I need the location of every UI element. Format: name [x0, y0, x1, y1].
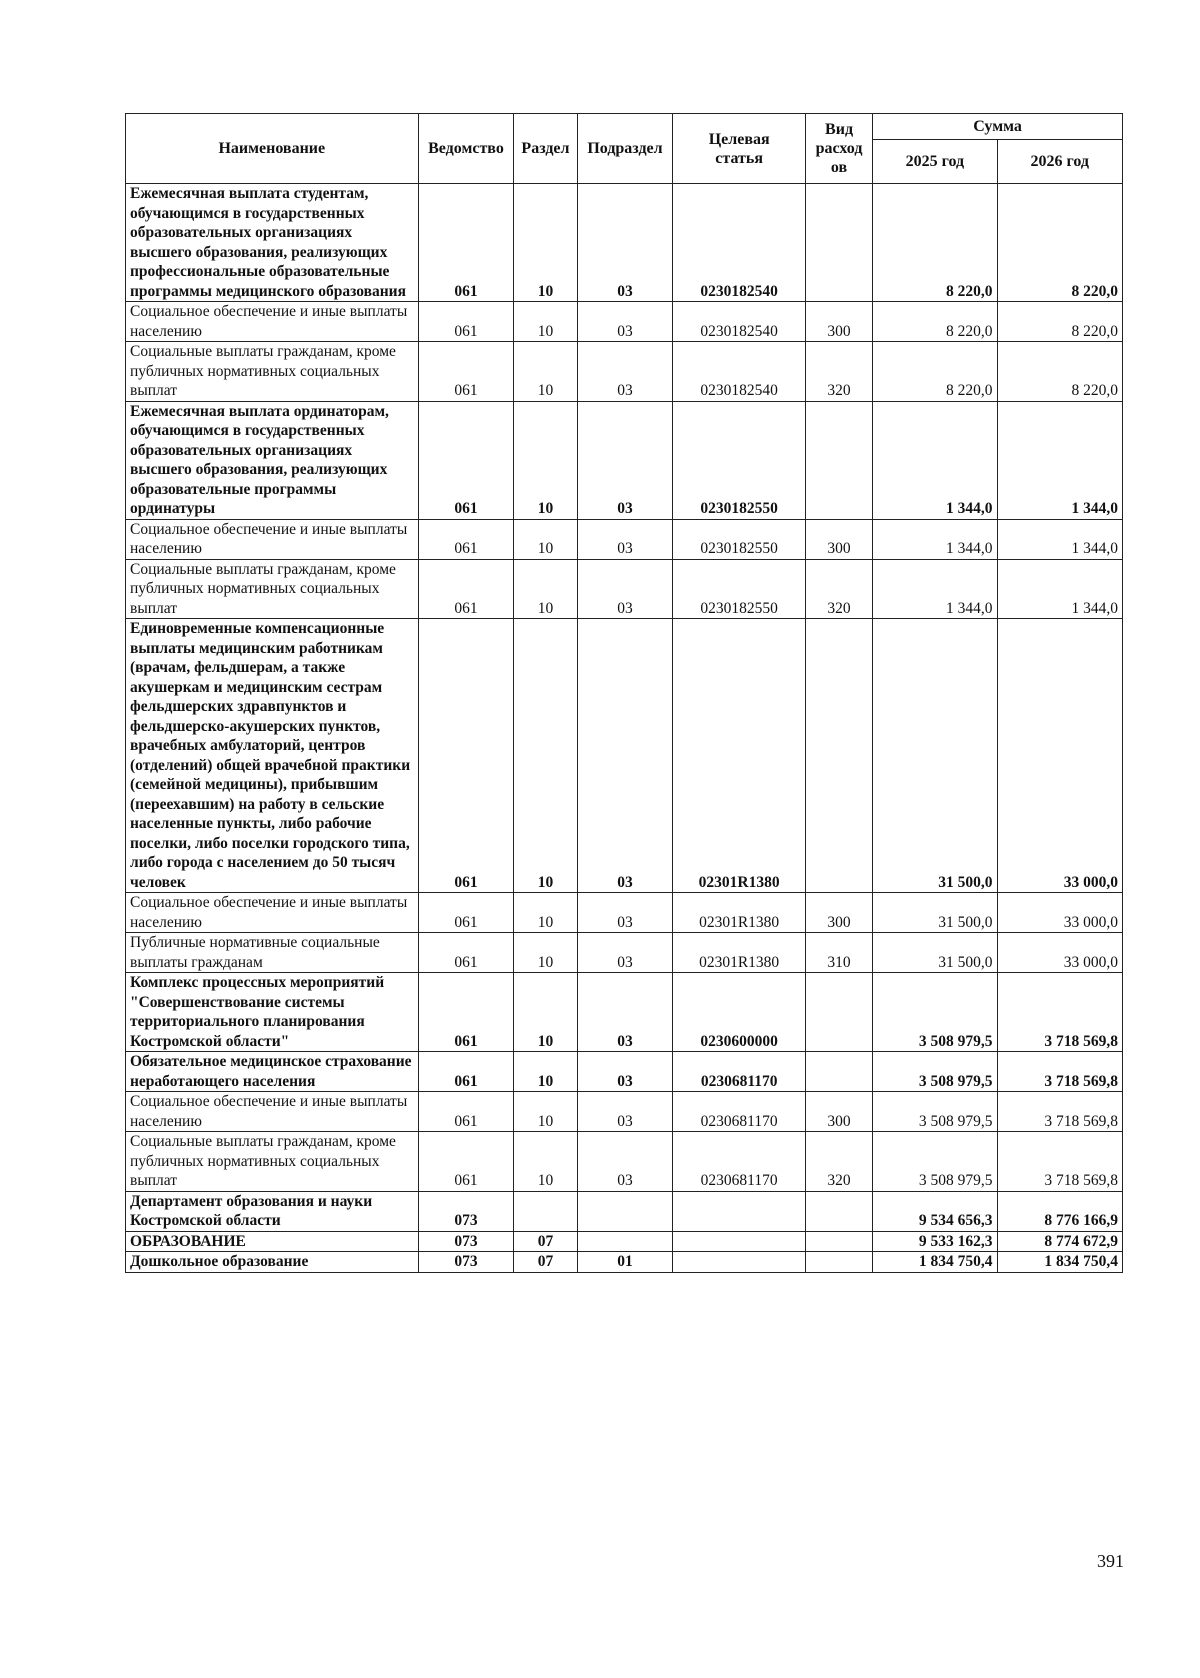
cell-target-article: 02301R1380 — [673, 893, 806, 933]
cell-section: 10 — [514, 559, 577, 619]
cell-section: 10 — [514, 973, 577, 1052]
cell-target-article: 0230681170 — [673, 1092, 806, 1132]
cell-expense-type: 300 — [805, 1092, 872, 1132]
cell-sum-2025: 8 220,0 — [873, 342, 997, 402]
table-body — [126, 184, 1123, 1273]
cell-department: 061 — [418, 619, 514, 893]
cell-subsection: 03 — [577, 619, 673, 893]
cell-sum-2025: 3 508 979,5 — [873, 1052, 997, 1092]
cell-subsection: 03 — [577, 973, 673, 1052]
table-row — [126, 184, 1123, 302]
table-row — [126, 302, 1123, 342]
cell-department: 061 — [418, 342, 514, 402]
header-subsection: Подраздел — [577, 114, 673, 184]
cell-subsection — [577, 1191, 673, 1231]
cell-expense-type — [805, 619, 872, 893]
cell-target-article: 0230600000 — [673, 973, 806, 1052]
cell-sum-2026: 1 344,0 — [997, 519, 1122, 559]
cell-expense-type — [805, 401, 872, 519]
cell-expense-type — [805, 1052, 872, 1092]
cell-expense-type — [805, 1252, 872, 1273]
table-row — [126, 619, 1123, 893]
cell-department: 061 — [418, 933, 514, 973]
cell-expense-type: 320 — [805, 1132, 872, 1192]
cell-target-article — [673, 1252, 806, 1273]
header-department: Ведомство — [418, 114, 514, 184]
cell-section: 10 — [514, 401, 577, 519]
cell-department: 073 — [418, 1191, 514, 1231]
cell-section: 10 — [514, 893, 577, 933]
cell-sum-2025: 9 533 162,3 — [873, 1231, 997, 1252]
cell-department: 061 — [418, 302, 514, 342]
cell-sum-2026: 8 776 166,9 — [997, 1191, 1122, 1231]
cell-subsection: 03 — [577, 401, 673, 519]
cell-department: 061 — [418, 401, 514, 519]
cell-name: Социальное обеспечение и иные выплаты населению — [126, 1092, 419, 1132]
cell-target-article: 0230182540 — [673, 302, 806, 342]
cell-subsection — [577, 1231, 673, 1252]
header-name: Наименование — [126, 114, 419, 184]
cell-name: Социальное обеспечение и иные выплаты населению — [126, 519, 419, 559]
cell-target-article: 0230182540 — [673, 184, 806, 302]
cell-sum-2025: 8 220,0 — [873, 184, 997, 302]
cell-target-article — [673, 1231, 806, 1252]
header-year-2025: 2025 год — [873, 140, 997, 184]
cell-expense-type: 300 — [805, 893, 872, 933]
cell-sum-2026: 1 834 750,4 — [997, 1252, 1122, 1273]
cell-target-article: 0230182540 — [673, 342, 806, 402]
cell-sum-2026: 33 000,0 — [997, 893, 1122, 933]
cell-sum-2025: 1 344,0 — [873, 401, 997, 519]
table-row — [126, 1231, 1123, 1252]
cell-name: Социальные выплаты гражданам, кроме публичных нормативных социальных выплат — [126, 559, 419, 619]
cell-section: 10 — [514, 619, 577, 893]
cell-name: Единовременные компенсационные выплаты медицинским работникам (врачам, фельдшерам, а также акушеркам и медицинским сестрам фельдшерских здравпунктов и фельдшерско-акушерских пунктов, врачебных амбулаторий, центров (отделений) общей врачебной практики (семейной медицины), прибывшим (переехавшим) на работу в сельские населенные пункты, либо рабочие поселки, либо поселки городского типа, либо города с населением до 50 тысяч человек — [126, 619, 419, 893]
cell-section: 10 — [514, 302, 577, 342]
header-target-article: Целевая статья — [673, 114, 806, 184]
table-row — [126, 893, 1123, 933]
cell-section: 10 — [514, 1052, 577, 1092]
cell-sum-2025: 31 500,0 — [873, 619, 997, 893]
cell-sum-2026: 8 220,0 — [997, 342, 1122, 402]
header-expense-type: Вид расход ов — [805, 114, 872, 184]
cell-sum-2025: 31 500,0 — [873, 893, 997, 933]
cell-sum-2026: 33 000,0 — [997, 619, 1122, 893]
cell-sum-2026: 33 000,0 — [997, 933, 1122, 973]
cell-subsection: 01 — [577, 1252, 673, 1273]
cell-subsection: 03 — [577, 933, 673, 973]
cell-subsection: 03 — [577, 519, 673, 559]
cell-sum-2025: 1 834 750,4 — [873, 1252, 997, 1273]
cell-sum-2025: 31 500,0 — [873, 933, 997, 973]
cell-expense-type: 310 — [805, 933, 872, 973]
cell-department: 061 — [418, 973, 514, 1052]
cell-sum-2026: 1 344,0 — [997, 401, 1122, 519]
cell-department: 073 — [418, 1231, 514, 1252]
cell-sum-2025: 9 534 656,3 — [873, 1191, 997, 1231]
cell-name: Социальное обеспечение и иные выплаты населению — [126, 893, 419, 933]
cell-name: Ежемесячная выплата ординаторам, обучающимся в государственных образовательных организациях высшего образования, реализующих образовательные программы ординатуры — [126, 401, 419, 519]
cell-subsection: 03 — [577, 1132, 673, 1192]
cell-sum-2025: 8 220,0 — [873, 302, 997, 342]
cell-department: 061 — [418, 1052, 514, 1092]
cell-target-article: 02301R1380 — [673, 619, 806, 893]
budget-table — [125, 113, 1123, 1273]
cell-name: ОБРАЗОВАНИЕ — [126, 1231, 419, 1252]
cell-expense-type — [805, 1191, 872, 1231]
cell-sum-2026: 3 718 569,8 — [997, 1092, 1122, 1132]
cell-name: Социальные выплаты гражданам, кроме публичных нормативных социальных выплат — [126, 1132, 419, 1192]
page-number: 391 — [1097, 1551, 1124, 1571]
cell-sum-2025: 3 508 979,5 — [873, 1092, 997, 1132]
cell-sum-2025: 1 344,0 — [873, 519, 997, 559]
header-sum: Сумма — [873, 114, 1123, 140]
cell-expense-type — [805, 1231, 872, 1252]
cell-subsection: 03 — [577, 559, 673, 619]
cell-target-article: 0230681170 — [673, 1052, 806, 1092]
cell-subsection: 03 — [577, 302, 673, 342]
cell-expense-type: 320 — [805, 559, 872, 619]
cell-sum-2026: 8 220,0 — [997, 302, 1122, 342]
header-section: Раздел — [514, 114, 577, 184]
cell-subsection: 03 — [577, 1052, 673, 1092]
cell-department: 061 — [418, 1132, 514, 1192]
table-row — [126, 1092, 1123, 1132]
cell-target-article — [673, 1191, 806, 1231]
cell-department: 073 — [418, 1252, 514, 1273]
cell-sum-2025: 3 508 979,5 — [873, 1132, 997, 1192]
cell-subsection: 03 — [577, 1092, 673, 1132]
cell-name: Обязательное медицинское страхование неработающего населения — [126, 1052, 419, 1092]
cell-department: 061 — [418, 893, 514, 933]
table-row — [126, 559, 1123, 619]
cell-subsection: 03 — [577, 893, 673, 933]
table-row — [126, 973, 1123, 1052]
table-row — [126, 342, 1123, 402]
cell-sum-2026: 3 718 569,8 — [997, 1132, 1122, 1192]
cell-department: 061 — [418, 1092, 514, 1132]
cell-expense-type: 300 — [805, 519, 872, 559]
table-header — [126, 114, 1123, 184]
cell-section: 10 — [514, 933, 577, 973]
cell-name: Дошкольное образование — [126, 1252, 419, 1273]
table-row — [126, 1132, 1123, 1192]
table-row — [126, 1252, 1123, 1273]
cell-target-article: 02301R1380 — [673, 933, 806, 973]
cell-section: 10 — [514, 184, 577, 302]
table-row — [126, 1052, 1123, 1092]
cell-expense-type: 300 — [805, 302, 872, 342]
cell-department: 061 — [418, 519, 514, 559]
cell-name: Ежемесячная выплата студентам, обучающимся в государственных образовательных организациях высшего образования, реализующих профессиональные образовательные программы медицинского образования — [126, 184, 419, 302]
cell-name: Департамент образования и науки Костромской области — [126, 1191, 419, 1231]
cell-expense-type — [805, 973, 872, 1052]
cell-name: Социальные выплаты гражданам, кроме публичных нормативных социальных выплат — [126, 342, 419, 402]
cell-name: Комплекс процессных мероприятий "Совершенствование системы территориального планирования Костромской области" — [126, 973, 419, 1052]
cell-expense-type: 320 — [805, 342, 872, 402]
cell-target-article: 0230182550 — [673, 401, 806, 519]
cell-section: 10 — [514, 519, 577, 559]
table-row — [126, 1191, 1123, 1231]
cell-expense-type — [805, 184, 872, 302]
table-row — [126, 933, 1123, 973]
cell-sum-2026: 3 718 569,8 — [997, 973, 1122, 1052]
cell-section: 07 — [514, 1231, 577, 1252]
cell-target-article: 0230182550 — [673, 519, 806, 559]
cell-name: Социальное обеспечение и иные выплаты населению — [126, 302, 419, 342]
cell-section: 07 — [514, 1252, 577, 1273]
cell-sum-2025: 1 344,0 — [873, 559, 997, 619]
cell-sum-2025: 3 508 979,5 — [873, 973, 997, 1052]
table-row — [126, 401, 1123, 519]
cell-sum-2026: 3 718 569,8 — [997, 1052, 1122, 1092]
cell-section: 10 — [514, 1132, 577, 1192]
cell-sum-2026: 8 774 672,9 — [997, 1231, 1122, 1252]
cell-section: 10 — [514, 1092, 577, 1132]
cell-subsection: 03 — [577, 342, 673, 402]
cell-subsection: 03 — [577, 184, 673, 302]
cell-sum-2026: 1 344,0 — [997, 559, 1122, 619]
cell-target-article: 0230182550 — [673, 559, 806, 619]
cell-target-article: 0230681170 — [673, 1132, 806, 1192]
cell-department: 061 — [418, 559, 514, 619]
cell-sum-2026: 8 220,0 — [997, 184, 1122, 302]
cell-section — [514, 1191, 577, 1231]
cell-name: Публичные нормативные социальные выплаты гражданам — [126, 933, 419, 973]
header-year-2026: 2026 год — [997, 140, 1122, 184]
table-row — [126, 519, 1123, 559]
cell-department: 061 — [418, 184, 514, 302]
cell-section: 10 — [514, 342, 577, 402]
